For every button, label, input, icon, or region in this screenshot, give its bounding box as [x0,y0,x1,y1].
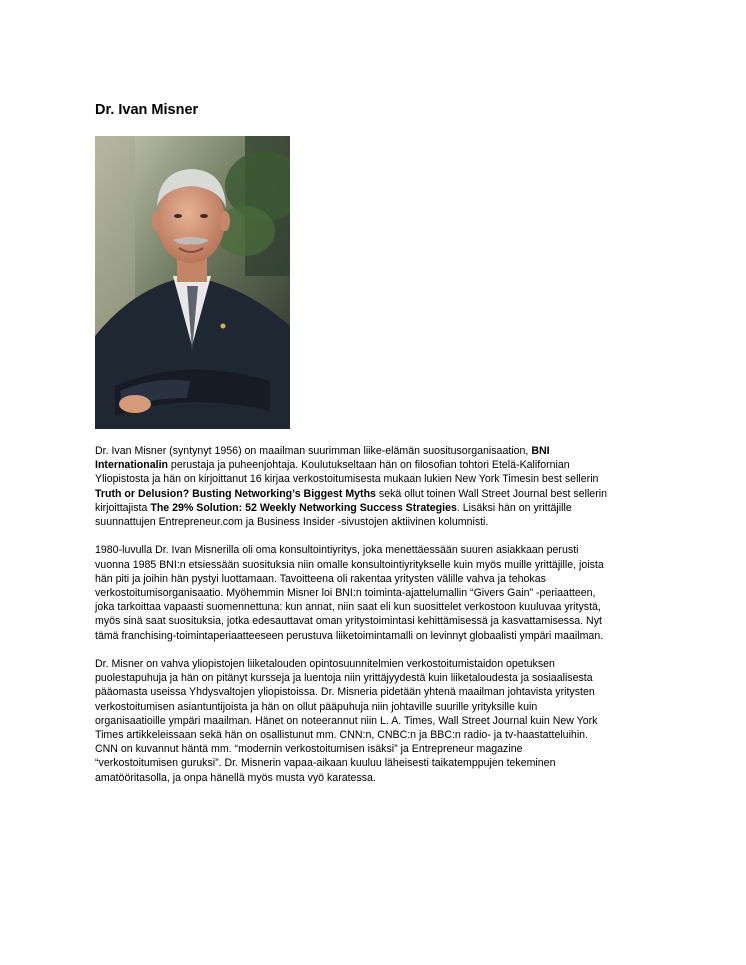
text-run: Dr. Misner on vahva yliopistojen liiketalouden opintosuunnitelmien verkostoitumistaidon opetuksen [95,658,555,671]
text-run: vuonna 1985 BNI:n etsiessään suosituksia niin omalle konsultointiyritykselle kuin myös muille yrittäjille, joista [95,558,604,571]
text-run: amatööritasolla, ja onpa hänellä myös musta vyö karatessa. [95,771,376,784]
bold-text-run: The 29% Solution: 52 Weekly Networking Success Strategies [150,501,457,514]
text-run: puolestapuhuja ja hän on pitänyt kursseja ja luentoja niin yrittäjyydestä kuin liiketaloudesta ja sosiaalisesta [95,672,593,685]
text-run: kirjoittajista [95,501,151,514]
text-run: “verkostoitumisen guruksi”. Dr. Misnerin vapaa-aikaan kuuluu läheisesti taikatemppujen tekeminen [95,757,556,770]
text-run: tämä franchising-toimintaperiaatteeseen perustuva liiketoimintamalli on levinnyt globaalisti ympäri maailman. [95,629,604,642]
text-run: sekä ollut toinen Wall Street Journal best sellerin [375,487,607,500]
text-run: pääomasta useissa Yhdysvaltojen yliopistoissa. Dr. Misneria pidetään yhtenä maailman johtavista yritysten [95,686,595,699]
paragraph [95,543,655,642]
text-run: myös sinä saat suosituksia, jotka edesauttavat oman yritystoimintasi kehittämisessä ja kasvattamisessa. Nyt [95,615,602,628]
text-run: verkostoitumisen asiantuntijoista ja hän on ollut pääpuhuja niin johtaville suurille yrityksille kuin [95,700,538,713]
text-run: perustaja ja puheenjohtaja. Koulutukseltaan hän on filosofian tohtori Etelä-Kalifornian [167,459,570,472]
bold-text-run: BNI [531,445,550,457]
portrait-photo [95,136,290,429]
text-run: verkostoitumisorganisaatio. Myöhemmin Misner loi BNI:n toiminta-ajattelumallin “Givers Gain” -periaatteen, [95,587,596,600]
text-run: suunnattujen Entrepreneur.com ja Business Insider -sivustojen aktiivinen kolumnisti. [95,516,489,529]
biography-text [95,444,655,799]
paragraph [95,657,655,785]
text-run: organisaatioille ympäri maailman. Hänet on noteerannut niin L. A. Times, Wall Street Journal kuin New York [95,714,598,727]
bold-text-run: Truth or Delusion? Busting Networking’s Biggest Myths [95,487,376,500]
text-run: Yliopistosta ja hän on kirjoittanut 16 kirjaa verkostoitumisesta mukaan lukien New York Timesin best sellerin [95,473,599,486]
text-run: Times artikkeleissaan sekä hän on osallistunut mm. CNN:n, CNBC:n ja BBC:n radio- ja tv-haastatteluihin. [95,729,589,742]
text-run: hän piti ja joihin hän pystyi luottamaan. Tavoitteena oli rakentaa yritysten välille vahva ja tehokas [95,572,546,585]
text-run: . Lisäksi hän on yrittäjille [456,501,572,514]
text-run: CNN on kuvannut häntä mm. “modernin verkostoitumisen isäksi” ja Entrepreneur magazine [95,743,523,756]
bold-text-run: Internationalin [95,459,168,472]
text-run: Dr. Ivan Misner (syntynyt 1956) on maailman suurimman liike-elämän suositusorganisaation, [95,445,532,457]
text-run: 1980-luvulla Dr. Ivan Misnerilla oli oma konsultointiyritys, joka menettäessään suuren asiakkaan perusti [95,544,579,557]
text-run: joka tarkoittaa vapaasti suomennettuna: kun annat, niin saat eli kun suosittelet verkostoon kuuluvaa yritystä, [95,601,601,614]
paragraph [95,444,655,529]
page-title: Dr. Ivan Misner [95,102,199,118]
